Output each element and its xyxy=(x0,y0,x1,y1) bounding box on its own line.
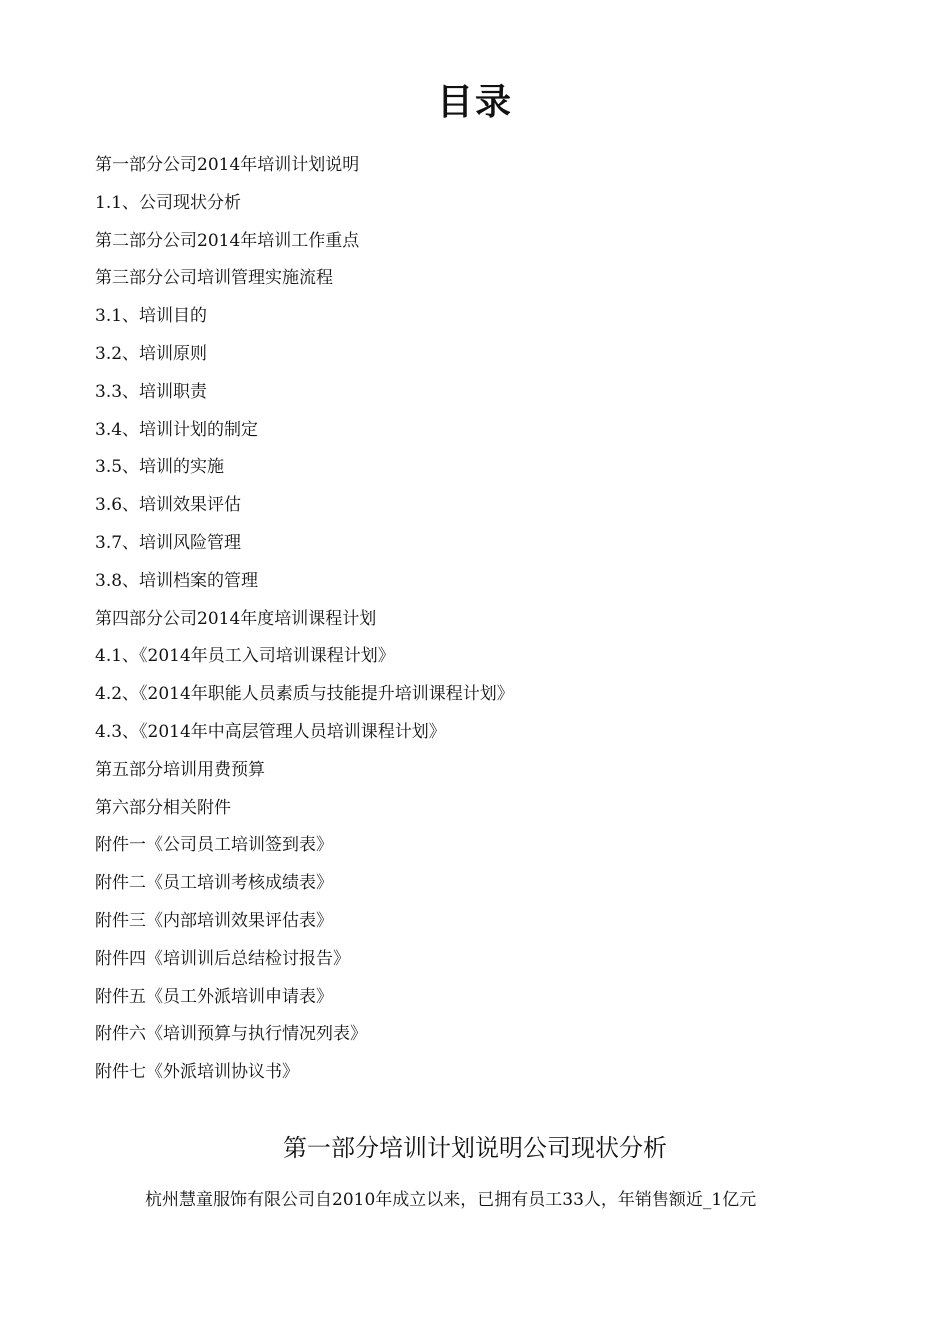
toc-item: 附件三《内部培训效果评估表》 xyxy=(95,910,333,931)
toc-item: 第一部分公司2014年培训计划说明 xyxy=(95,155,360,175)
toc-list xyxy=(95,147,895,1092)
toc-title: 目录 xyxy=(436,82,513,123)
toc-item: 第四部分公司2014年度培训课程计划 xyxy=(95,608,377,629)
toc-item: 附件一《公司员工培训签到表》 xyxy=(95,835,333,856)
toc-item: 3.1、培训目的 xyxy=(95,306,208,327)
body-paragraph: 杭州慧童服饰有限公司自2010年成立以来，已拥有员工33人，年销售额近_1亿元 xyxy=(145,1190,757,1210)
toc-item: 4.1、《2014年员工入司培训课程计划》 xyxy=(95,646,395,667)
toc-item: 3.4、培训计划的制定 xyxy=(95,419,259,440)
toc-item: 附件七《外派培训协议书》 xyxy=(95,1062,299,1083)
toc-item: 附件二《员工培训考核成绩表》 xyxy=(95,873,333,894)
toc-item: 3.2、培训原则 xyxy=(95,343,208,364)
toc-item: 4.3、《2014年中高层管理人员培训课程计划》 xyxy=(95,721,446,742)
toc-item: 3.6、培训效果评估 xyxy=(95,495,242,516)
toc-item: 3.7、培训风险管理 xyxy=(95,532,242,553)
toc-item: 第三部分公司培训管理实施流程 xyxy=(95,268,333,289)
toc-item: 第五部分培训用费预算 xyxy=(95,759,265,780)
toc-item: 3.3、培训职责 xyxy=(95,381,208,402)
toc-item: 附件四《培训训后总结检讨报告》 xyxy=(95,948,350,969)
toc-item: 3.8、培训档案的管理 xyxy=(95,570,259,591)
toc-item: 第二部分公司2014年培训工作重点 xyxy=(95,230,360,251)
toc-item: 附件五《员工外派培训申请表》 xyxy=(95,986,333,1007)
toc-item: 3.5、培训的实施 xyxy=(95,457,225,478)
toc-item: 1.1、公司现状分析 xyxy=(95,192,242,213)
section-heading: 第一部分培训计划说明公司现状分析 xyxy=(283,1134,667,1162)
toc-item: 附件六《培训预算与执行情况列表》 xyxy=(95,1024,367,1045)
toc-item: 第六部分相关附件 xyxy=(95,797,231,818)
toc-item: 4.2、《2014年职能人员素质与技能提升培训课程计划》 xyxy=(95,684,514,705)
